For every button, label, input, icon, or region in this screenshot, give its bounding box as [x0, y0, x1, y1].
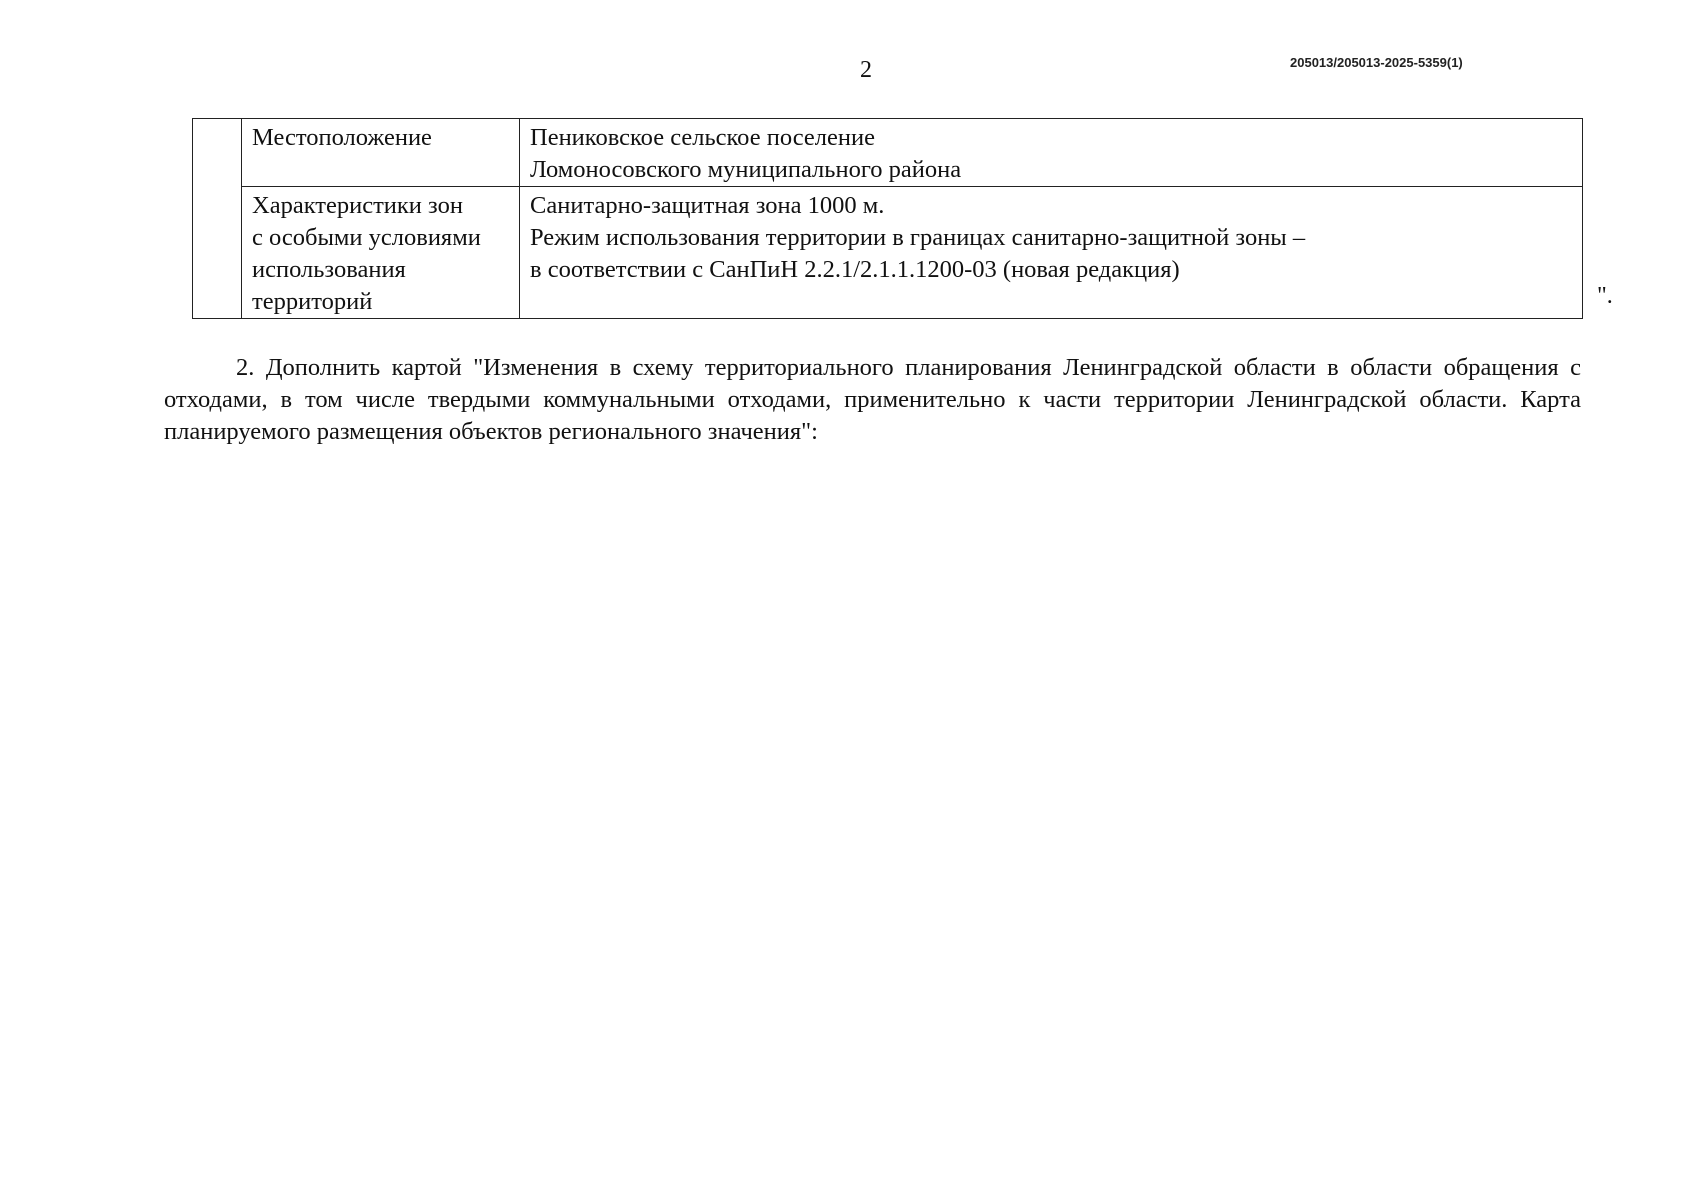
object-info-table [192, 118, 1583, 319]
label-cell [242, 119, 520, 187]
location-value-line: Пениковское сельское поселение [530, 124, 875, 151]
zone-label-line: с особыми условиями [252, 224, 481, 251]
empty-cell [193, 119, 242, 319]
zone-value-line: Режим использования территории в границах санитарно-защитной зоны – [530, 224, 1306, 251]
document-id: 205013/205013-2025-5359(1) [1290, 55, 1463, 70]
value-cell [520, 119, 1583, 187]
label-cell [242, 187, 520, 319]
zone-label-line: Характеристики зон [252, 192, 463, 219]
zone-value-line: Санитарно-защитная зона 1000 м. [530, 192, 885, 219]
zone-value-line: в соответствии с СанПиН 2.2.1/2.1.1.1200-03 (новая редакция) [530, 256, 1180, 283]
zone-label-line: территорий [252, 288, 373, 315]
zone-label-line: использования [252, 256, 406, 283]
closing-quote-mark: ". [1597, 283, 1613, 309]
table-row [193, 119, 1583, 187]
body-paragraph: 2. Дополнить картой "Изменения в схему территориального планирования Ленинградской области в области обращения с отходами, в том числе твердыми коммунальными отходами, применительно к части территории Ленинградской области. Карта планируемого размещения объектов регионального значения": [164, 354, 1581, 445]
location-label: Местоположение [252, 124, 432, 151]
table-row [193, 187, 1583, 319]
location-value-line: Ломоносовского муниципального района [530, 156, 962, 183]
page-number: 2 [860, 57, 872, 83]
value-cell [520, 187, 1583, 319]
